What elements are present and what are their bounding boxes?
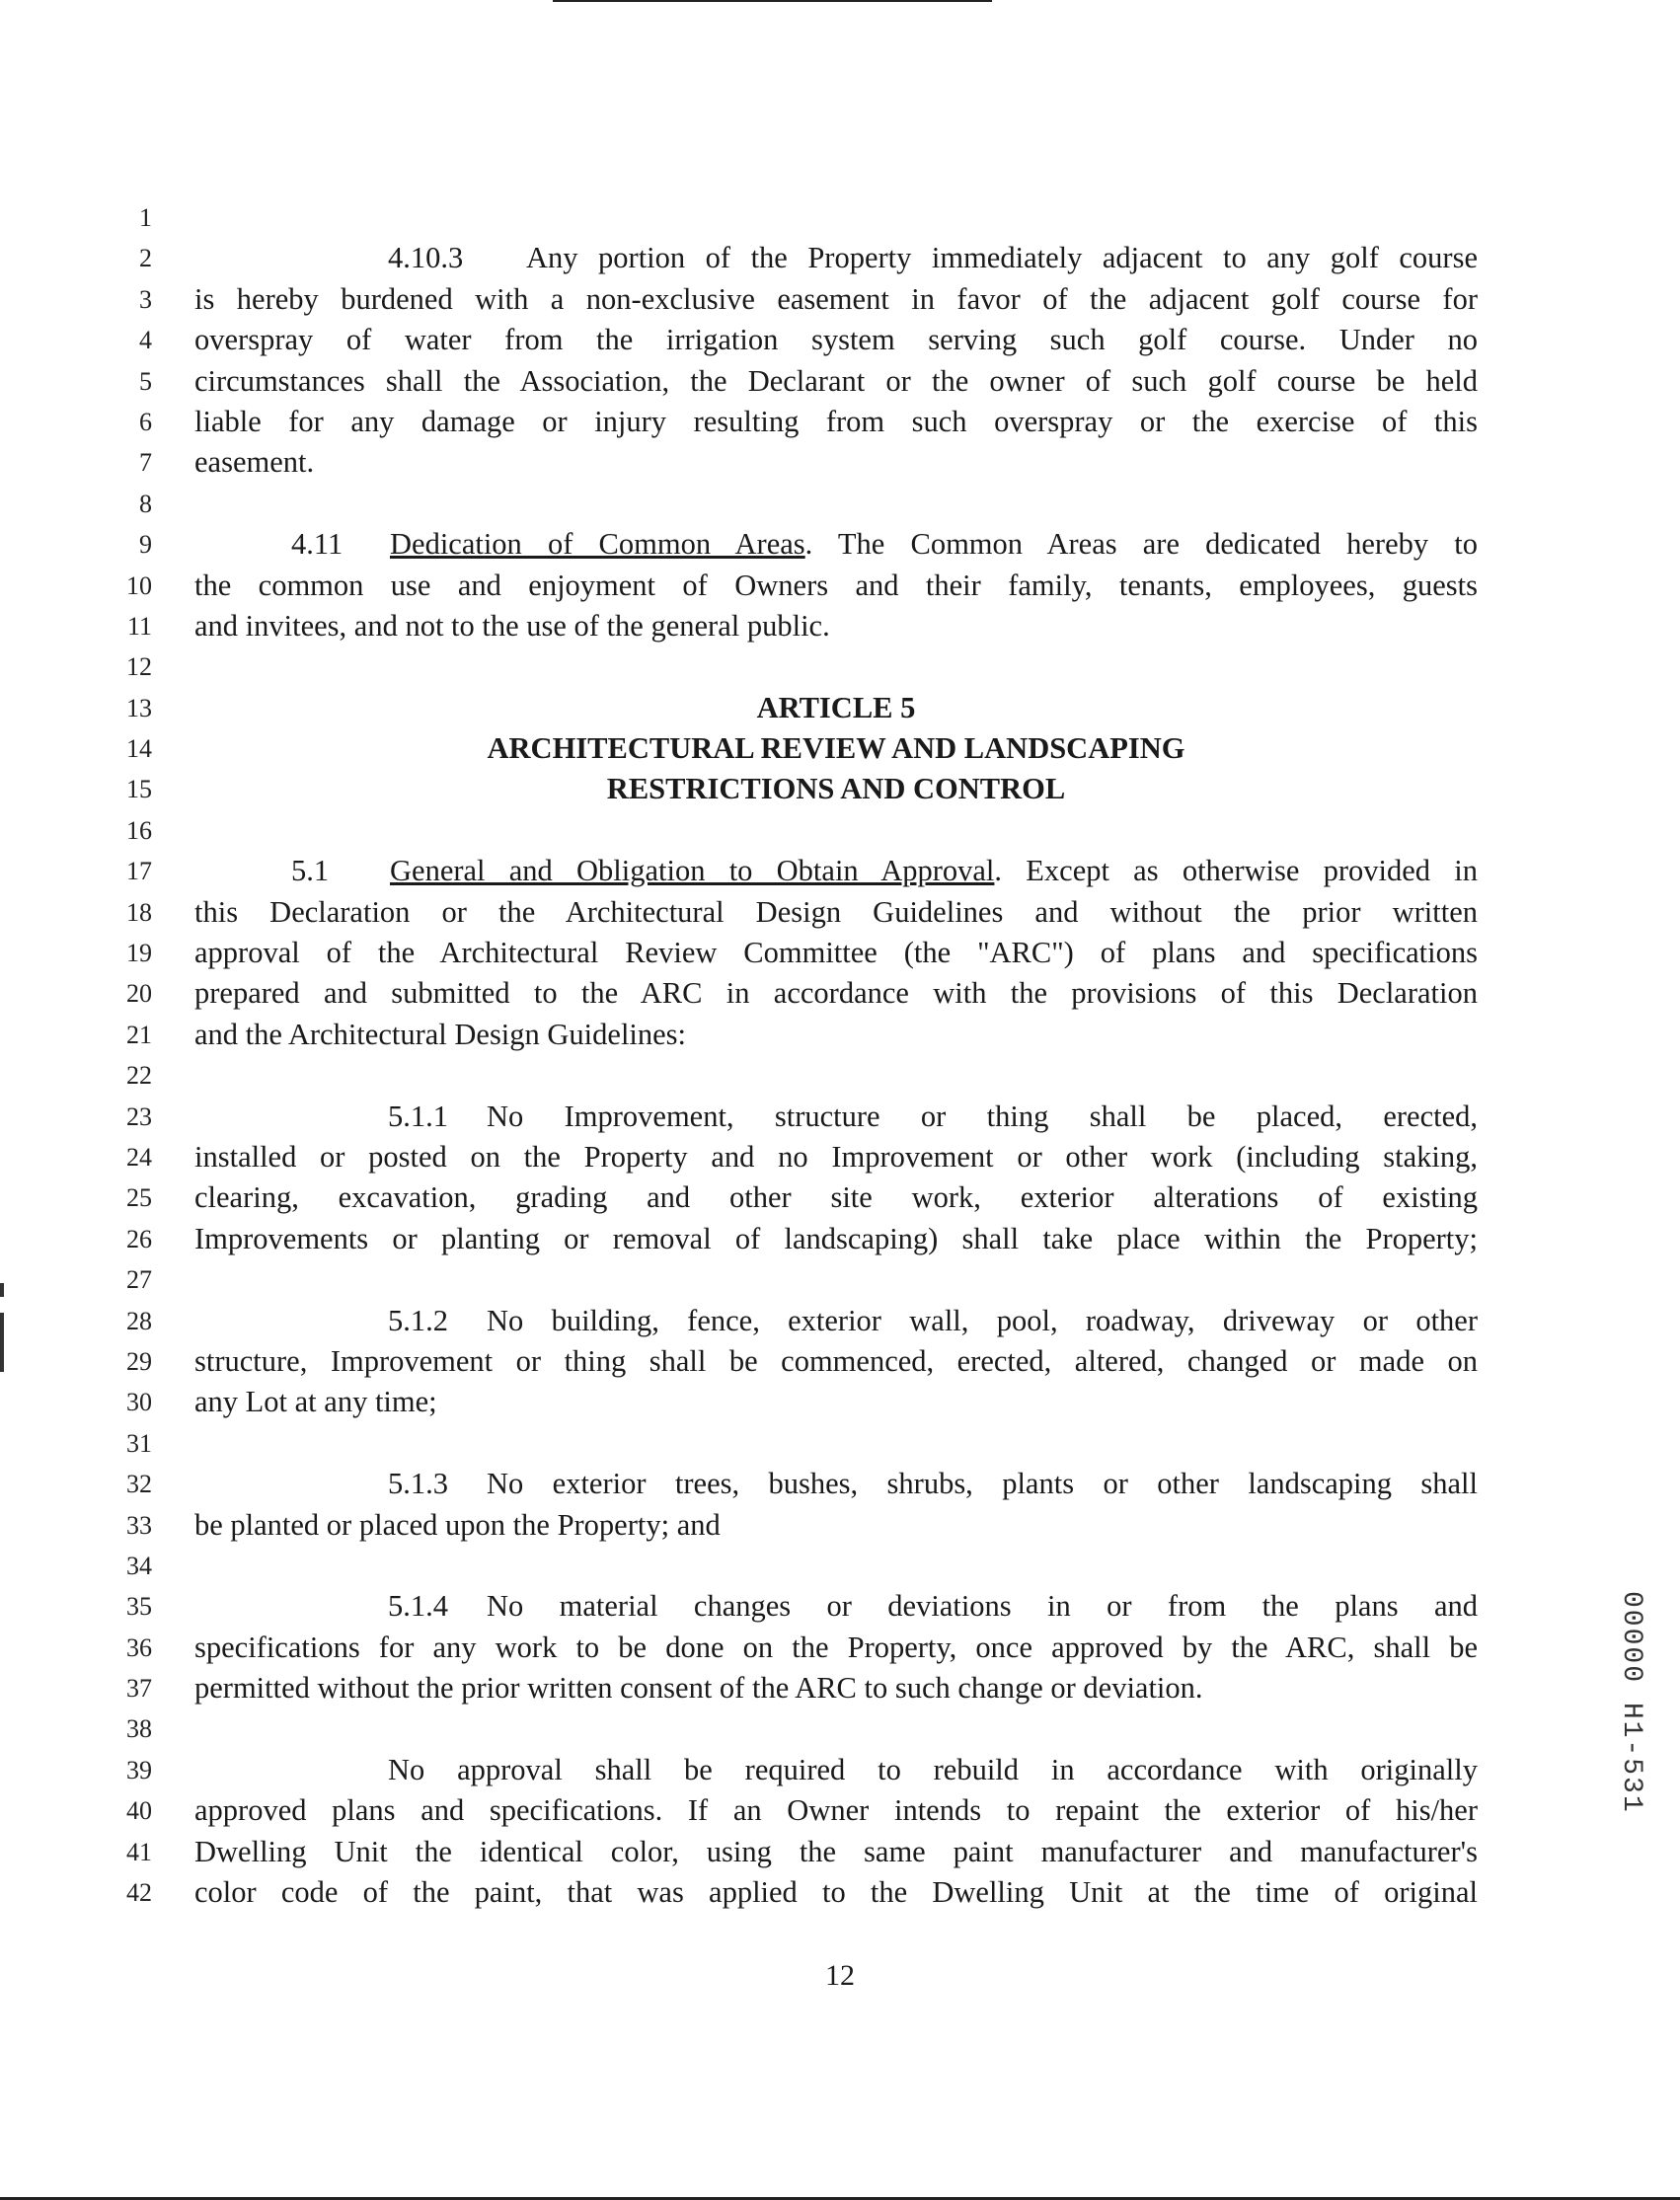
body-line: approval of the Architectural Review Committee (the "ARC") of plans and specifications (194, 936, 1478, 970)
line-number: 18 (126, 897, 152, 927)
scan-margin-mark (0, 1283, 4, 1297)
body-line: Dwelling Unit the identical color, using the same paint manufacturer and manufacturer's (194, 1834, 1478, 1868)
line-number: 34 (126, 1551, 152, 1580)
paragraph-first-line: No approval shall be required to rebuild in accordance with originally (388, 1752, 1478, 1786)
blank-line (194, 810, 1478, 851)
line-number: 40 (126, 1796, 152, 1826)
body-line: is hereby burdened with a non-exclusive easement in favor of the adjacent golf course for (194, 281, 1478, 316)
article-heading-line: ARCHITECTURAL REVIEW AND LANDSCAPING (487, 731, 1185, 766)
body-line: be planted or placed upon the Property; and (194, 1507, 721, 1542)
line-number: 20 (126, 979, 152, 1009)
line-number: 26 (126, 1224, 152, 1253)
line-number: 17 (126, 857, 152, 886)
body-line: color code of the paint, that was applied to the Dwelling Unit at the time of original (194, 1875, 1478, 1910)
section-text: No exterior trees, bushes, shrubs, plants or other landscaping shall (487, 1467, 1478, 1501)
line-number: 6 (139, 407, 152, 436)
section-number: 5.1.4 (388, 1589, 448, 1624)
scan-edge-top-fragment (948, 0, 992, 2)
blank-line (194, 1423, 1478, 1464)
body-line: liable for any damage or injury resulting from such overspray or the exercise of this (194, 404, 1478, 438)
section-5-1-first-line (194, 851, 1478, 891)
section-number: 5.1.3 (388, 1467, 448, 1501)
line-number: 27 (126, 1265, 152, 1295)
line-number: 10 (126, 570, 152, 600)
line-number: 29 (126, 1346, 152, 1376)
line-number: 1 (139, 203, 152, 232)
body-line: clearing, excavation, grading and other site work, exterior alterations of existing (194, 1180, 1478, 1215)
scan-edge-top (553, 0, 992, 2)
line-number: 39 (126, 1755, 152, 1784)
body-line: prepared and submitted to the ARC in accordance with the provisions of this Declaration (194, 976, 1478, 1011)
line-number: 9 (139, 530, 152, 560)
bates-stamp: 00000 H1-531 (1616, 1591, 1646, 1814)
section-number: 4.10.3 (388, 241, 464, 275)
article-title: ARTICLE 5 (756, 690, 916, 724)
line-number: 24 (126, 1142, 152, 1172)
body-line: this Declaration or the Architectural Design Guidelines and without the prior written (194, 894, 1478, 929)
line-number: 25 (126, 1183, 152, 1213)
line-number: 5 (139, 366, 152, 396)
article-heading-line: RESTRICTIONS AND CONTROL (606, 772, 1066, 806)
line-number: 41 (126, 1837, 152, 1866)
line-number: 19 (126, 939, 152, 968)
body-line: easement. (194, 445, 315, 480)
body-line: installed or posted on the Property and no Improvement or other work (including staking, (194, 1139, 1478, 1174)
blank-line (194, 1546, 1478, 1586)
section-5-1-4-first-line (194, 1586, 1478, 1627)
section-text: No Improvement, structure or thing shall be placed, erected, (487, 1099, 1478, 1133)
line-number: 15 (126, 775, 152, 804)
line-number: 35 (126, 1592, 152, 1622)
section-5-1-2-first-line (194, 1301, 1478, 1341)
blank-line (194, 484, 1478, 524)
section-4-10-3-first-line (194, 238, 1478, 278)
section-4-11-first-line (194, 524, 1478, 565)
section-heading: Dedication of Common Areas (390, 527, 805, 562)
document-body (194, 197, 1478, 1913)
blank-line (194, 1708, 1478, 1749)
section-text: . The Common Areas are dedicated hereby to (804, 527, 1479, 562)
body-line: and invitees, and not to the use of the general public. (194, 608, 830, 643)
line-number: 38 (126, 1714, 152, 1744)
section-heading: General and Obligation to Obtain Approval (390, 854, 995, 888)
section-5-1-3-first-line (194, 1464, 1478, 1504)
line-number: 22 (126, 1061, 152, 1091)
line-number: 31 (126, 1428, 152, 1458)
line-1 (194, 197, 1478, 238)
body-line: Improvements or planting or removal of landscaping) shall take place within the Property; (194, 1221, 1478, 1255)
body-line: overspray of water from the irrigation system serving such golf course. Under no (194, 323, 1478, 357)
scan-margin-mark (0, 1313, 4, 1372)
body-line: approved plans and specifications. If an Owner intends to repaint the exterior of his/her (194, 1793, 1478, 1828)
body-line: any Lot at any time; (194, 1385, 437, 1419)
line-number: 14 (126, 734, 152, 764)
line-number: 42 (126, 1878, 152, 1908)
line-number: 13 (126, 693, 152, 722)
section-text: . Except as otherwise provided in (994, 854, 1478, 888)
page-number: 12 (825, 1959, 855, 1992)
line-number: 23 (126, 1101, 152, 1131)
line-number: 30 (126, 1388, 152, 1417)
line-number: 37 (126, 1674, 152, 1704)
body-line: circumstances shall the Association, the Declarant or the owner of such golf course be held (194, 363, 1478, 398)
line-number: 12 (126, 652, 152, 682)
blank-line (194, 1259, 1478, 1300)
line-number: 16 (126, 815, 152, 845)
body-line: specifications for any work to be done on the Property, once approved by the ARC, shall be (194, 1630, 1478, 1664)
section-number: 5.1.1 (388, 1099, 448, 1133)
line-number: 4 (139, 326, 152, 355)
line-number: 33 (126, 1510, 152, 1540)
section-number: 4.11 (291, 527, 344, 562)
section-number: 5.1 (291, 854, 330, 888)
body-line: permitted without the prior written consent of the ARC to such change or deviation. (194, 1671, 1203, 1706)
body-line: and the Architectural Design Guidelines: (194, 1017, 687, 1051)
line-number: 36 (126, 1632, 152, 1662)
blank-line (194, 1055, 1478, 1096)
line-number: 11 (126, 611, 152, 641)
section-text: No material changes or deviations in or from the plans and (487, 1589, 1478, 1624)
line-number: 3 (139, 284, 152, 314)
section-text: No building, fence, exterior wall, pool, roadway, driveway or other (487, 1303, 1478, 1337)
blank-line (194, 646, 1478, 687)
line-number: 28 (126, 1306, 152, 1335)
line-number: 2 (139, 244, 152, 273)
line-number-gutter (107, 197, 152, 1913)
section-text: Any portion of the Property immediately adjacent to any golf course (526, 241, 1478, 275)
line-number: 21 (126, 1020, 152, 1049)
section-number: 5.1.2 (388, 1303, 448, 1337)
section-5-1-1-first-line (194, 1097, 1478, 1137)
line-number: 7 (139, 448, 152, 478)
line-number: 32 (126, 1470, 152, 1499)
line-number: 8 (139, 489, 152, 518)
body-line: structure, Improvement or thing shall be commenced, erected, altered, changed or made on (194, 1343, 1478, 1378)
body-line: the common use and enjoyment of Owners and their family, tenants, employees, guests (194, 568, 1478, 602)
